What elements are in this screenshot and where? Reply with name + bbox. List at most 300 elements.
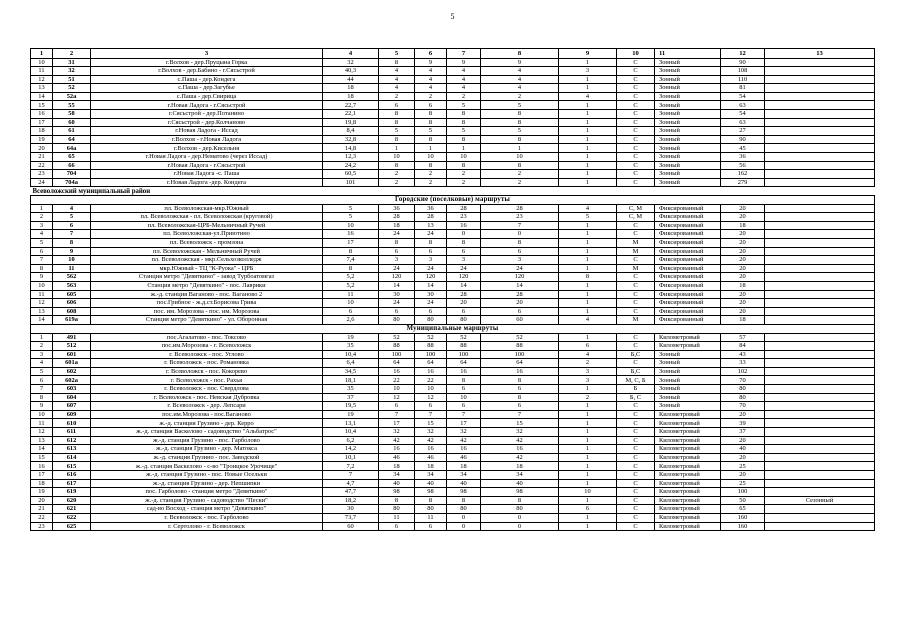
- table-row: [31, 333, 875, 342]
- table-cell-col-7: 6: [447, 385, 481, 394]
- table-cell-col-1: 9: [31, 273, 53, 282]
- table-cell-col-11: Километровый: [655, 488, 721, 497]
- table-cell-col-12: 63: [721, 101, 765, 110]
- table-cell-col-11: Зонный: [655, 170, 721, 179]
- table-cell-col-8: 18: [481, 462, 559, 471]
- table-cell-col-2: 620: [53, 496, 91, 505]
- table-cell-col-6: 5: [415, 127, 447, 136]
- table-cell-col-6: 14: [415, 281, 447, 290]
- table-cell-col-4: 7,4: [323, 256, 379, 265]
- table-cell-col-7: 2: [447, 178, 481, 187]
- table-cell-col-3: г.Новая Ладога - г.Сясьстрой: [91, 101, 323, 110]
- table-cell-col-3: г. Всеволожск - пос. Свердлова: [91, 385, 323, 394]
- table-cell-col-4: 10,1: [323, 453, 379, 462]
- table-cell-col-11: Фиксированный: [655, 238, 721, 247]
- table-cell-col-3: пл. Всеволожская - мкр.Сельхозколледж: [91, 256, 323, 265]
- table-cell-col-2: 512: [53, 342, 91, 351]
- table-cell-col-4: 5,2: [323, 281, 379, 290]
- table-cell-col-5: 8: [379, 58, 415, 67]
- table-cell-col-1: 1: [31, 49, 53, 59]
- table-cell-col-10: С: [617, 144, 655, 153]
- table-cell-col-9: 2: [559, 359, 617, 368]
- table-cell-col-10: С: [617, 118, 655, 127]
- table-cell-col-1: 20: [31, 496, 53, 505]
- table-cell-col-8: 4: [481, 84, 559, 93]
- table-cell-col-9: 1: [559, 402, 617, 411]
- table-cell-col-4: 32: [323, 58, 379, 67]
- table-cell-col-3: г. Всеволожск - пос. Гарболово: [91, 513, 323, 522]
- table-cell-col-13: [765, 127, 875, 136]
- table-cell-col-11: Километровый: [655, 428, 721, 437]
- table-cell-col-1: 3: [31, 221, 53, 230]
- table-cell-col-9: 1: [559, 170, 617, 179]
- table-cell-col-5: 8: [379, 110, 415, 119]
- table-cell-col-2: 619а: [53, 316, 91, 325]
- table-cell-col-8: 15: [481, 419, 559, 428]
- table-cell-col-12: 20: [721, 453, 765, 462]
- table-cell-col-8: 2: [481, 92, 559, 101]
- table-cell-col-8: 8: [481, 376, 559, 385]
- table-cell-col-13: [765, 273, 875, 282]
- table-cell-col-6: 8: [415, 238, 447, 247]
- table-cell-col-9: 1: [559, 333, 617, 342]
- table-cell-col-8: 42: [481, 436, 559, 445]
- table-cell-col-8: 40: [481, 479, 559, 488]
- table-cell-col-5: 24: [379, 299, 415, 308]
- table-row: [31, 385, 875, 394]
- table-cell-col-11: Километровый: [655, 479, 721, 488]
- table-cell-col-7: 28: [447, 290, 481, 299]
- table-cell-col-12: 108: [721, 67, 765, 76]
- table-row: [31, 505, 875, 514]
- table-cell-col-4: 5: [323, 204, 379, 213]
- table-cell-col-5: 6: [379, 101, 415, 110]
- table-row: [31, 522, 875, 531]
- table-cell-col-2: 609: [53, 410, 91, 419]
- table-cell-col-12: 81: [721, 84, 765, 93]
- table-cell-col-7: 46: [447, 453, 481, 462]
- table-row: [31, 462, 875, 471]
- table-cell-col-4: 10: [323, 221, 379, 230]
- table-cell-col-3: пос. им. Морозова - пос. им. Морозова: [91, 307, 323, 316]
- table-cell-col-6: 24: [415, 299, 447, 308]
- table-cell-col-3: пос. Гарболово - станция метро "Девяткино": [91, 488, 323, 497]
- table-cell-col-12: 20: [721, 299, 765, 308]
- table-cell-col-8: 8: [481, 161, 559, 170]
- table-cell-col-7: 10: [447, 153, 481, 162]
- table-cell-col-1: 22: [31, 513, 53, 522]
- table-cell-col-12: 25: [721, 462, 765, 471]
- table-cell-col-13: [765, 256, 875, 265]
- table-cell-col-2: 601а: [53, 359, 91, 368]
- table-cell-col-7: 120: [447, 273, 481, 282]
- table-cell-col-10: Б,С: [617, 350, 655, 359]
- table-cell-col-3: пл. Всеволожская - Мельничный Ручей: [91, 247, 323, 256]
- table-row: [31, 118, 875, 127]
- table-cell-col-12: 80: [721, 393, 765, 402]
- page-number: 5: [450, 12, 455, 21]
- table-cell-col-5: 18: [379, 221, 415, 230]
- table-row: [31, 213, 875, 222]
- table-cell-col-11: Километровый: [655, 453, 721, 462]
- table-cell-col-10: С: [617, 110, 655, 119]
- table-cell-col-13: [765, 410, 875, 419]
- table-cell-col-3: пл. Всеволожская-ул.Приютино: [91, 230, 323, 239]
- table-cell-col-6: 8: [415, 135, 447, 144]
- table-row: [31, 67, 875, 76]
- routes-table-container: [30, 48, 874, 531]
- table-cell-col-11: Фиксированный: [655, 281, 721, 290]
- table-cell-col-12: 65: [721, 505, 765, 514]
- table-cell-col-5: 22: [379, 376, 415, 385]
- table-cell-col-7: 6: [447, 307, 481, 316]
- table-cell-col-3: г.Волхов - дер.Пруцына Горка: [91, 58, 323, 67]
- table-cell-col-6: 30: [415, 290, 447, 299]
- table-cell-col-10: С: [617, 307, 655, 316]
- table-cell-col-12: 70: [721, 402, 765, 411]
- table-cell-col-7: 8: [447, 496, 481, 505]
- table-cell-col-10: С: [617, 428, 655, 437]
- table-cell-col-4: 60: [323, 522, 379, 531]
- table-cell-col-11: Зонный: [655, 75, 721, 84]
- table-cell-col-10: С: [617, 256, 655, 265]
- table-cell-col-2: 604: [53, 393, 91, 402]
- table-cell-col-4: 6: [323, 307, 379, 316]
- table-cell-col-13: [765, 281, 875, 290]
- table-cell-col-4: 10: [323, 299, 379, 308]
- table-cell-col-6: 6: [415, 247, 447, 256]
- table-cell-col-7: 88: [447, 342, 481, 351]
- table-row: [31, 101, 875, 110]
- table-cell-col-1: 21: [31, 153, 53, 162]
- table-cell-col-11: Фиксированный: [655, 290, 721, 299]
- table-cell-col-1: 20: [31, 144, 53, 153]
- table-cell-col-3: пл. Всеволожская-ЦРБ-Мельничный Ручей: [91, 221, 323, 230]
- table-cell-col-5: 7: [379, 410, 415, 419]
- table-cell-col-7: 16: [447, 221, 481, 230]
- table-cell-col-10: С: [617, 445, 655, 454]
- table-cell-col-11: Зонный: [655, 84, 721, 93]
- table-cell-col-12: 12: [721, 49, 765, 59]
- table-cell-col-6: 12: [415, 393, 447, 402]
- table-cell-col-2: 704а: [53, 178, 91, 187]
- table-cell-col-9: 3: [559, 376, 617, 385]
- table-cell-col-2: 617: [53, 479, 91, 488]
- table-cell-col-8: 16: [481, 445, 559, 454]
- table-cell-col-10: М: [617, 316, 655, 325]
- table-cell-col-10: С: [617, 453, 655, 462]
- table-cell-col-6: 16: [415, 367, 447, 376]
- table-cell-col-4: 10,4: [323, 350, 379, 359]
- table-cell-col-7: 20: [447, 299, 481, 308]
- table-cell-col-11: Фиксированный: [655, 299, 721, 308]
- table-cell-col-4: 14,2: [323, 445, 379, 454]
- table-cell-col-4: 11: [323, 290, 379, 299]
- table-cell-col-11: 11: [655, 49, 721, 59]
- table-cell-col-7: 6: [447, 247, 481, 256]
- table-cell-col-11: Зонный: [655, 135, 721, 144]
- table-cell-col-4: 2,6: [323, 316, 379, 325]
- table-cell-col-2: 58: [53, 110, 91, 119]
- table-cell-col-2: 614: [53, 453, 91, 462]
- table-cell-col-1: 13: [31, 436, 53, 445]
- table-cell-col-12: 20: [721, 238, 765, 247]
- table-cell-col-1: 4: [31, 359, 53, 368]
- table-cell-col-12: 25: [721, 479, 765, 488]
- table-cell-col-1: 7: [31, 385, 53, 394]
- table-cell-col-9: 1: [559, 428, 617, 437]
- table-cell-col-5: 5: [379, 127, 415, 136]
- table-cell-col-1: 10: [31, 410, 53, 419]
- table-cell-col-6: 6: [415, 522, 447, 531]
- table-cell-col-8: 6: [481, 402, 559, 411]
- table-cell-col-7: 98: [447, 488, 481, 497]
- table-cell-col-9: 1: [559, 153, 617, 162]
- table-cell-col-7: 80: [447, 505, 481, 514]
- table-cell-col-4: 18,2: [323, 496, 379, 505]
- table-cell-col-7: 10: [447, 393, 481, 402]
- table-cell-col-6: 64: [415, 359, 447, 368]
- table-cell-col-2: 8: [53, 238, 91, 247]
- table-cell-col-9: 1: [559, 118, 617, 127]
- table-cell-col-6: 80: [415, 505, 447, 514]
- table-cell-col-2: 55: [53, 101, 91, 110]
- table-cell-col-12: 45: [721, 144, 765, 153]
- table-row: [31, 178, 875, 187]
- table-cell-col-2: 616: [53, 471, 91, 480]
- table-cell-col-5: 8: [379, 238, 415, 247]
- table-cell-col-4: 60,5: [323, 170, 379, 179]
- table-row: [31, 204, 875, 213]
- table-cell-col-10: С: [617, 436, 655, 445]
- table-cell-col-6: 46: [415, 453, 447, 462]
- table-cell-col-8: 34: [481, 471, 559, 480]
- routes-table-body: [31, 49, 875, 531]
- table-cell-col-12: 162: [721, 170, 765, 179]
- table-cell-col-13: [765, 84, 875, 93]
- table-cell-col-5: 80: [379, 505, 415, 514]
- table-cell-col-13: [765, 316, 875, 325]
- table-cell-col-10: С: [617, 170, 655, 179]
- table-cell-col-10: С: [617, 299, 655, 308]
- table-cell-col-11: Километровый: [655, 513, 721, 522]
- table-cell-col-2: 601: [53, 350, 91, 359]
- table-cell-col-11: Зонный: [655, 92, 721, 101]
- table-cell-col-13: [765, 462, 875, 471]
- table-cell-col-2: 52а: [53, 92, 91, 101]
- section-title: Всеволожский муниципальный район: [31, 187, 875, 196]
- table-cell-col-4: 8: [323, 247, 379, 256]
- table-cell-col-11: Километровый: [655, 445, 721, 454]
- table-cell-col-3: г.Волхов - дер.Бабино - г.Сясьстрой: [91, 67, 323, 76]
- table-row: [31, 428, 875, 437]
- table-cell-col-11: Зонный: [655, 101, 721, 110]
- table-row: [31, 92, 875, 101]
- table-cell-col-1: 17: [31, 471, 53, 480]
- table-cell-col-8: 24: [481, 264, 559, 273]
- table-cell-col-1: 9: [31, 402, 53, 411]
- table-cell-col-1: 22: [31, 161, 53, 170]
- table-cell-col-8: 5: [481, 127, 559, 136]
- table-cell-col-11: Зонный: [655, 161, 721, 170]
- table-cell-col-3: пл. Всеволожская - пл. Всеволожская (круговой): [91, 213, 323, 222]
- table-cell-col-7: 34: [447, 471, 481, 480]
- table-cell-col-10: С: [617, 419, 655, 428]
- table-cell-col-13: [765, 471, 875, 480]
- table-cell-col-4: 13,1: [323, 419, 379, 428]
- table-cell-col-11: Километровый: [655, 436, 721, 445]
- table-cell-col-1: 3: [31, 350, 53, 359]
- table-cell-col-8: 4: [481, 75, 559, 84]
- table-cell-col-13: [765, 513, 875, 522]
- table-cell-col-2: 619: [53, 488, 91, 497]
- table-cell-col-7: 4: [447, 67, 481, 76]
- table-cell-col-4: 19,5: [323, 402, 379, 411]
- table-cell-col-2: 625: [53, 522, 91, 531]
- table-row: [31, 359, 875, 368]
- table-cell-col-13: [765, 58, 875, 67]
- table-cell-col-3: Станция метро "Девяткино" - пос. Лаврики: [91, 281, 323, 290]
- table-cell-col-8: 64: [481, 359, 559, 368]
- table-cell-col-1: 11: [31, 67, 53, 76]
- table-cell-col-10: Б: [617, 385, 655, 394]
- table-row: [31, 453, 875, 462]
- table-cell-col-2: 60: [53, 118, 91, 127]
- table-cell-col-7: 7: [447, 410, 481, 419]
- table-row: [31, 264, 875, 273]
- table-row: [31, 316, 875, 325]
- table-cell-col-1: 2: [31, 213, 53, 222]
- table-row: [31, 127, 875, 136]
- table-cell-col-2: 7: [53, 230, 91, 239]
- table-cell-col-5: 46: [379, 453, 415, 462]
- table-cell-col-9: 6: [559, 342, 617, 351]
- table-cell-col-13: [765, 393, 875, 402]
- table-cell-col-1: 12: [31, 428, 53, 437]
- table-cell-col-4: 6,2: [323, 436, 379, 445]
- table-cell-col-12: 20: [721, 264, 765, 273]
- table-cell-col-12: 90: [721, 135, 765, 144]
- table-cell-col-5: 36: [379, 204, 415, 213]
- table-cell-col-11: Зонный: [655, 402, 721, 411]
- table-cell-col-7: 0: [447, 522, 481, 531]
- table-cell-col-6: 1: [415, 144, 447, 153]
- table-cell-col-10: С: [617, 410, 655, 419]
- table-cell-col-6: 4: [415, 84, 447, 93]
- table-cell-col-11: Зонный: [655, 153, 721, 162]
- table-cell-col-4: 4,7: [323, 479, 379, 488]
- table-cell-col-3: пос.Агалатово - пос. Токсово: [91, 333, 323, 342]
- table-cell-col-12: 100: [721, 488, 765, 497]
- table-cell-col-5: 6: [379, 522, 415, 531]
- table-cell-col-1: 14: [31, 445, 53, 454]
- table-cell-col-4: 32,8: [323, 135, 379, 144]
- table-cell-col-10: С: [617, 522, 655, 531]
- table-cell-col-1: 19: [31, 488, 53, 497]
- table-cell-col-9: 1: [559, 410, 617, 419]
- table-cell-col-9: 1: [559, 479, 617, 488]
- table-cell-col-12: 160: [721, 513, 765, 522]
- table-cell-col-8: 2: [481, 178, 559, 187]
- table-row: [31, 144, 875, 153]
- table-cell-col-12: 43: [721, 350, 765, 359]
- table-cell-col-4: 22,1: [323, 110, 379, 119]
- table-cell-col-1: 6: [31, 247, 53, 256]
- table-cell-col-9: 1: [559, 256, 617, 265]
- table-cell-col-11: Фиксированный: [655, 213, 721, 222]
- table-cell-col-3: Станция метро "Девяткино" - ул. Оборонная: [91, 316, 323, 325]
- table-cell-col-1: 23: [31, 170, 53, 179]
- table-cell-col-3: Станция метро "Девяткино" - завод Турбоатомгаз: [91, 273, 323, 282]
- table-cell-col-10: С: [617, 342, 655, 351]
- table-cell-col-13: [765, 342, 875, 351]
- table-cell-col-6: 88: [415, 342, 447, 351]
- table-cell-col-6: 3: [415, 256, 447, 265]
- table-cell-col-3: пос.Грибное - ж.д.ст.Борисова Грива: [91, 299, 323, 308]
- table-cell-col-3: ж.-д. станция Грузино - пос. Новые Осельки: [91, 471, 323, 480]
- table-cell-col-12: 37: [721, 428, 765, 437]
- table-cell-col-3: г. Всеволожск - дер. Лепсари: [91, 402, 323, 411]
- table-cell-col-1: 11: [31, 290, 53, 299]
- table-cell-col-4: 101: [323, 178, 379, 187]
- table-cell-col-10: С, М: [617, 213, 655, 222]
- table-cell-col-9: 1: [559, 101, 617, 110]
- table-cell-col-4: 35: [323, 385, 379, 394]
- table-cell-col-5: 98: [379, 488, 415, 497]
- table-row: [31, 445, 875, 454]
- table-cell-col-6: 98: [415, 488, 447, 497]
- table-cell-col-2: 64: [53, 135, 91, 144]
- table-row: [31, 299, 875, 308]
- table-cell-col-1: 17: [31, 118, 53, 127]
- table-cell-col-10: С: [617, 75, 655, 84]
- table-cell-col-5: 80: [379, 316, 415, 325]
- table-cell-col-11: Зонный: [655, 393, 721, 402]
- table-cell-col-2: 621: [53, 505, 91, 514]
- table-row: [31, 342, 875, 351]
- table-cell-col-10: 10: [617, 49, 655, 59]
- table-cell-col-11: Фиксированный: [655, 273, 721, 282]
- table-row: [31, 170, 875, 179]
- table-cell-col-12: 20: [721, 230, 765, 239]
- table-cell-col-6: 80: [415, 316, 447, 325]
- table-cell-col-1: 18: [31, 479, 53, 488]
- table-cell-col-8: 4: [481, 67, 559, 76]
- table-cell-col-13: [765, 419, 875, 428]
- table-cell-col-8: 60: [481, 316, 559, 325]
- table-cell-col-12: 160: [721, 522, 765, 531]
- table-cell-col-8: 88: [481, 342, 559, 351]
- table-cell-col-4: 16: [323, 230, 379, 239]
- table-cell-col-13: [765, 118, 875, 127]
- table-cell-col-2: 602а: [53, 376, 91, 385]
- table-cell-col-6: 2: [415, 170, 447, 179]
- table-cell-col-9: 1: [559, 385, 617, 394]
- table-cell-col-8: 8: [481, 135, 559, 144]
- table-cell-col-8: 2: [481, 170, 559, 179]
- table-cell-col-2: 602: [53, 367, 91, 376]
- table-cell-col-9: 1: [559, 281, 617, 290]
- table-cell-col-5: 10: [379, 385, 415, 394]
- table-cell-col-3: ж.-д. станция Грузино - дер. Керро: [91, 419, 323, 428]
- table-cell-col-6: 22: [415, 376, 447, 385]
- table-cell-col-9: 1: [559, 453, 617, 462]
- table-cell-col-12: 33: [721, 359, 765, 368]
- table-cell-col-13: [765, 92, 875, 101]
- table-cell-col-9: 4: [559, 316, 617, 325]
- table-cell-col-9: 1: [559, 84, 617, 93]
- table-cell-col-12: 20: [721, 204, 765, 213]
